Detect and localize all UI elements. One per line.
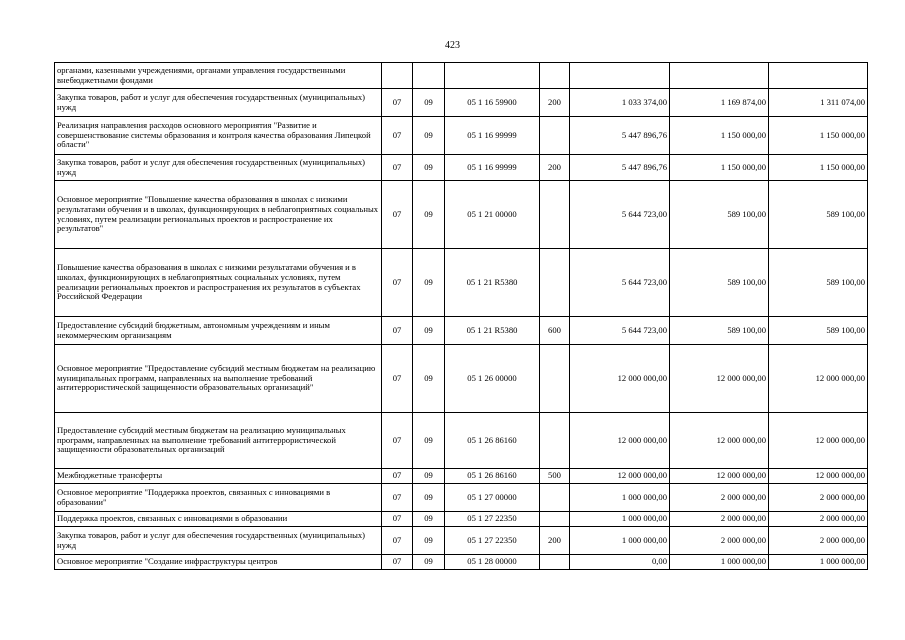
- amount-year-3: 1 000 000,00: [769, 555, 868, 570]
- subsection-code: 09: [413, 181, 445, 249]
- table-row: [55, 63, 868, 89]
- amount-year-2: 2 000 000,00: [670, 527, 769, 555]
- section-code: 07: [382, 469, 413, 484]
- table-row: [55, 89, 868, 117]
- expense-type-code: 200: [540, 155, 570, 181]
- line-item-name: Предоставление субсидий местным бюджетам на реализацию муниципальных программ, направленных на выполнение требований антитеррористической защищенности образовательных организаций: [55, 413, 382, 469]
- amount-year-2: 12 000 000,00: [670, 469, 769, 484]
- amount-year-3: 2 000 000,00: [769, 527, 868, 555]
- section-code: 07: [382, 181, 413, 249]
- table-row: [55, 249, 868, 317]
- amount-year-1: 1 033 374,00: [570, 89, 670, 117]
- section-code: 07: [382, 155, 413, 181]
- amount-year-3: 12 000 000,00: [769, 469, 868, 484]
- amount-year-3: 1 311 074,00: [769, 89, 868, 117]
- amount-year-2: 1 150 000,00: [670, 155, 769, 181]
- amount-year-3: 589 100,00: [769, 317, 868, 345]
- amount-year-1: 12 000 000,00: [570, 413, 670, 469]
- target-article-code: 05 1 21 00000: [445, 181, 540, 249]
- target-article-code: 05 1 21 R5380: [445, 317, 540, 345]
- expense-type-code: [540, 63, 570, 89]
- table-row: [55, 155, 868, 181]
- table-row: [55, 527, 868, 555]
- amount-year-2: 2 000 000,00: [670, 512, 769, 527]
- amount-year-1: 5 447 896,76: [570, 117, 670, 155]
- amount-year-2: 1 000 000,00: [670, 555, 769, 570]
- line-item-name: Основное мероприятие "Повышение качества образования в школах с низкими результатами обучения и в школах, функционирующих в неблагоприятных социальных условиях, путем реализации региональных проектов и распространение их результатов": [55, 181, 382, 249]
- amount-year-1: 5 644 723,00: [570, 181, 670, 249]
- line-item-name: органами, казенными учреждениями, органами управления государственными внебюджетными фондами: [55, 63, 382, 89]
- amount-year-2: 589 100,00: [670, 317, 769, 345]
- target-article-code: 05 1 27 00000: [445, 484, 540, 512]
- expense-type-code: [540, 512, 570, 527]
- amount-year-1: 5 447 896,76: [570, 155, 670, 181]
- expense-type-code: [540, 345, 570, 413]
- expense-type-code: 600: [540, 317, 570, 345]
- table-row: [55, 413, 868, 469]
- line-item-name: Межбюджетные трансферты: [55, 469, 382, 484]
- amount-year-1: 1 000 000,00: [570, 527, 670, 555]
- line-item-name: Предоставление субсидий бюджетным, автономным учреждениям и иным некоммерческим организациям: [55, 317, 382, 345]
- amount-year-3: 12 000 000,00: [769, 413, 868, 469]
- section-code: 07: [382, 117, 413, 155]
- subsection-code: 09: [413, 117, 445, 155]
- amount-year-1: 5 644 723,00: [570, 249, 670, 317]
- amount-year-1: 1 000 000,00: [570, 484, 670, 512]
- target-article-code: 05 1 16 99999: [445, 117, 540, 155]
- amount-year-2: 12 000 000,00: [670, 345, 769, 413]
- subsection-code: 09: [413, 155, 445, 181]
- amount-year-1: 1 000 000,00: [570, 512, 670, 527]
- subsection-code: 09: [413, 345, 445, 413]
- subsection-code: 09: [413, 249, 445, 317]
- expense-type-code: [540, 181, 570, 249]
- line-item-name: Повышение качества образования в школах с низкими результатами обучения и в школах, функционирующих в неблагоприятных социальных условиях, путем реализации региональных проектов и распространения их результатов в субъектах Российской Федерации: [55, 249, 382, 317]
- amount-year-3: 1 150 000,00: [769, 155, 868, 181]
- subsection-code: 09: [413, 89, 445, 117]
- line-item-name: Закупка товаров, работ и услуг для обеспечения государственных (муниципальных) нужд: [55, 89, 382, 117]
- line-item-name: Основное мероприятие "Поддержка проектов, связанных с инновациями в образовании": [55, 484, 382, 512]
- target-article-code: 05 1 27 22350: [445, 527, 540, 555]
- expense-type-code: 200: [540, 527, 570, 555]
- expense-type-code: [540, 249, 570, 317]
- expense-type-code: [540, 413, 570, 469]
- section-code: 07: [382, 527, 413, 555]
- table-row: [55, 345, 868, 413]
- amount-year-2: [670, 63, 769, 89]
- amount-year-3: 589 100,00: [769, 249, 868, 317]
- amount-year-3: 2 000 000,00: [769, 484, 868, 512]
- line-item-name: Закупка товаров, работ и услуг для обеспечения государственных (муниципальных) нужд: [55, 155, 382, 181]
- amount-year-1: 5 644 723,00: [570, 317, 670, 345]
- subsection-code: 09: [413, 413, 445, 469]
- table-row: [55, 117, 868, 155]
- target-article-code: 05 1 16 99999: [445, 155, 540, 181]
- amount-year-1: [570, 63, 670, 89]
- section-code: 07: [382, 413, 413, 469]
- amount-year-2: 589 100,00: [670, 249, 769, 317]
- target-article-code: 05 1 16 59900: [445, 89, 540, 117]
- subsection-code: 09: [413, 317, 445, 345]
- subsection-code: 09: [413, 469, 445, 484]
- budget-table: [54, 62, 868, 570]
- table-row: [55, 181, 868, 249]
- line-item-name: Закупка товаров, работ и услуг для обеспечения государственных (муниципальных) нужд: [55, 527, 382, 555]
- line-item-name: Основное мероприятие "Предоставление субсидий местным бюджетам на реализацию муниципальных программ, направленных на выполнение требований антитеррористической защищенности образовательных организаций": [55, 345, 382, 413]
- target-article-code: 05 1 26 86160: [445, 469, 540, 484]
- target-article-code: 05 1 27 22350: [445, 512, 540, 527]
- subsection-code: 09: [413, 512, 445, 527]
- budget-table-body: [55, 63, 868, 570]
- section-code: 07: [382, 317, 413, 345]
- subsection-code: 09: [413, 527, 445, 555]
- section-code: 07: [382, 345, 413, 413]
- page-number: 423: [445, 40, 460, 51]
- table-row: [55, 512, 868, 527]
- expense-type-code: [540, 117, 570, 155]
- target-article-code: 05 1 26 00000: [445, 345, 540, 413]
- table-row: [55, 484, 868, 512]
- target-article-code: 05 1 28 00000: [445, 555, 540, 570]
- line-item-name: Реализация направления расходов основного мероприятия "Развитие и совершенствование системы образования и контроля качества образования Липецкой области": [55, 117, 382, 155]
- amount-year-2: 1 150 000,00: [670, 117, 769, 155]
- amount-year-3: 1 150 000,00: [769, 117, 868, 155]
- section-code: [382, 63, 413, 89]
- expense-type-code: 500: [540, 469, 570, 484]
- amount-year-2: 1 169 874,00: [670, 89, 769, 117]
- expense-type-code: [540, 484, 570, 512]
- table-row: [55, 469, 868, 484]
- amount-year-3: 589 100,00: [769, 181, 868, 249]
- section-code: 07: [382, 249, 413, 317]
- amount-year-3: 2 000 000,00: [769, 512, 868, 527]
- section-code: 07: [382, 512, 413, 527]
- table-row: [55, 317, 868, 345]
- target-article-code: 05 1 21 R5380: [445, 249, 540, 317]
- subsection-code: 09: [413, 555, 445, 570]
- line-item-name: Основное мероприятие "Создание инфраструктуры центров: [55, 555, 382, 570]
- expense-type-code: 200: [540, 89, 570, 117]
- table-row: [55, 555, 868, 570]
- section-code: 07: [382, 89, 413, 117]
- expense-type-code: [540, 555, 570, 570]
- amount-year-2: 12 000 000,00: [670, 413, 769, 469]
- target-article-code: 05 1 26 86160: [445, 413, 540, 469]
- amount-year-2: 589 100,00: [670, 181, 769, 249]
- line-item-name: Поддержка проектов, связанных с инновациями в образовании: [55, 512, 382, 527]
- target-article-code: [445, 63, 540, 89]
- amount-year-2: 2 000 000,00: [670, 484, 769, 512]
- section-code: 07: [382, 484, 413, 512]
- subsection-code: 09: [413, 484, 445, 512]
- subsection-code: [413, 63, 445, 89]
- amount-year-1: 0,00: [570, 555, 670, 570]
- amount-year-1: 12 000 000,00: [570, 345, 670, 413]
- amount-year-3: [769, 63, 868, 89]
- section-code: 07: [382, 555, 413, 570]
- amount-year-1: 12 000 000,00: [570, 469, 670, 484]
- amount-year-3: 12 000 000,00: [769, 345, 868, 413]
